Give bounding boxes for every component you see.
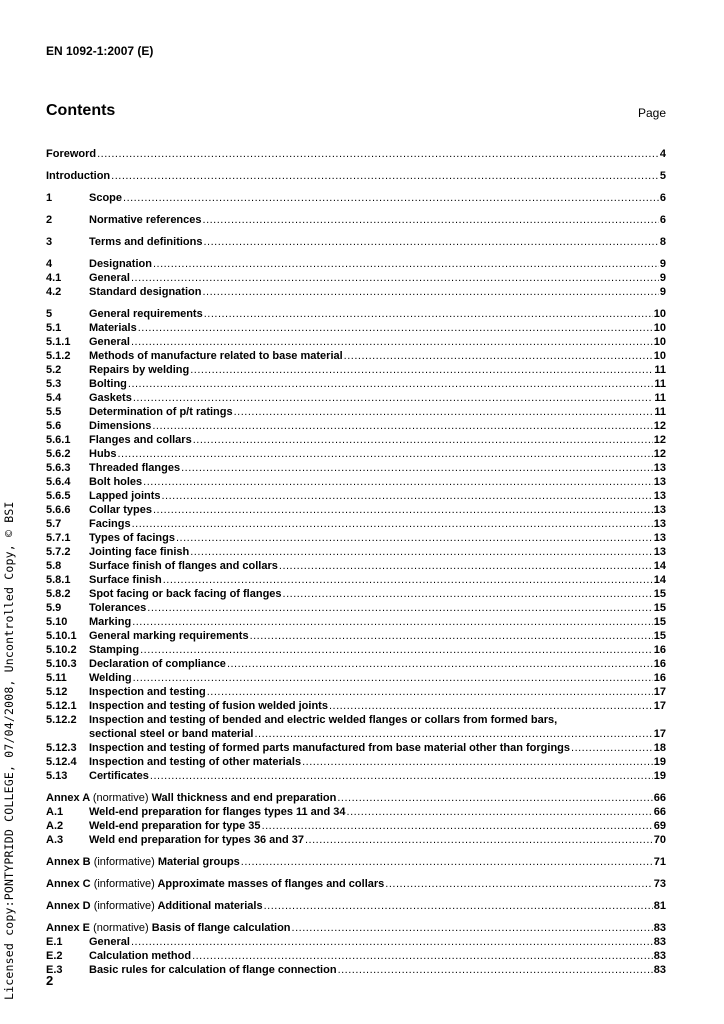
toc-annex-label: Annex A (46, 792, 90, 804)
dot-leader (202, 285, 658, 299)
toc-entry-number: 5.1.1 (46, 336, 71, 348)
toc-entry-title: Additional materials (157, 900, 263, 912)
toc-entry-number: 4.1 (46, 272, 62, 284)
dot-leader (138, 321, 653, 335)
toc-entry[interactable] (46, 169, 666, 183)
toc-annex-entry[interactable] (46, 877, 666, 891)
toc-entry-page: 13 (653, 518, 666, 530)
dot-leader (250, 629, 653, 643)
toc-entry[interactable] (46, 475, 666, 489)
dot-leader (162, 489, 653, 503)
toc-entry-title: Weld-end preparation for flanges types 11 and 34 (89, 806, 346, 818)
toc-entry-number: 5.12 (46, 686, 68, 698)
toc-entry-page: 13 (653, 490, 666, 502)
toc-entry-title: General marking requirements (89, 630, 249, 642)
toc-entry-title: Standard designation (89, 286, 202, 298)
toc-entry-title: Spot facing or back facing of flanges (89, 588, 282, 600)
toc-entry-number: 5.8.1 (46, 574, 71, 586)
toc-entry[interactable] (46, 391, 666, 405)
toc-entry-number: 5.10.2 (46, 644, 77, 656)
dot-leader (385, 877, 652, 891)
toc-entry-page: 13 (653, 504, 666, 516)
toc-entry-number: 5.6.2 (46, 448, 71, 460)
toc-entry-page: 83 (653, 936, 666, 948)
toc-annex-title (46, 855, 240, 869)
toc-entry-title: Methods of manufacture related to base material (89, 350, 343, 362)
toc-entry-title: Terms and definitions (89, 236, 203, 248)
toc-entry-number: A.1 (46, 806, 64, 818)
toc-entry-number: 5.6.5 (46, 490, 71, 502)
toc-entry-page: 12 (653, 434, 666, 446)
toc-entry-page: 9 (659, 258, 666, 270)
toc-entry-title: General requirements (89, 308, 203, 320)
dot-leader (193, 433, 653, 447)
toc-entry[interactable] (46, 949, 666, 963)
toc-entry-number: 5.8.2 (46, 588, 71, 600)
toc-entry[interactable] (46, 573, 666, 587)
toc-entry[interactable] (46, 601, 666, 615)
toc-entry-number: 5 (46, 308, 53, 320)
toc-entry[interactable] (46, 191, 666, 205)
toc-entry-title: Inspection and testing of bended and electric welded flanges or collars from formed bars, (89, 714, 558, 726)
toc-entry-title: Hubs (89, 448, 117, 460)
toc-entry-title: Calculation method (89, 950, 192, 962)
toc-entry-page: 16 (653, 672, 666, 684)
toc-entry[interactable] (46, 685, 666, 699)
toc-entry-page: 13 (653, 546, 666, 558)
toc-entry[interactable] (46, 419, 666, 433)
toc-entry-title: General (89, 936, 130, 948)
toc-entry-page: 18 (653, 742, 666, 754)
toc-entry[interactable] (46, 433, 666, 447)
toc-entry-title: Material groups (157, 856, 240, 868)
toc-entry-title: Gaskets (89, 392, 132, 404)
toc-entry-page: 6 (659, 192, 666, 204)
toc-entry-number: 5.6 (46, 420, 62, 432)
toc-entry-page: 10 (653, 336, 666, 348)
dot-leader (207, 685, 653, 699)
toc-entry[interactable] (46, 213, 666, 227)
toc-entry-page: 11 (654, 378, 666, 390)
dot-leader (283, 587, 653, 601)
toc-entry-title-continued: sectional steel or band material (89, 728, 254, 740)
toc-annex-title (46, 899, 263, 913)
dot-leader (227, 657, 653, 671)
toc-entry-title: Types of facings (89, 532, 175, 544)
toc-annex-entry[interactable] (46, 899, 666, 913)
toc-entry-number: 5.12.1 (46, 700, 77, 712)
toc-entry-page: 11 (654, 406, 666, 418)
toc-entry-title: Stamping (89, 644, 140, 656)
toc-entry[interactable] (46, 531, 666, 545)
toc-entry[interactable] (46, 629, 666, 643)
toc-entry[interactable] (46, 819, 666, 833)
toc-entry-page: 17 (653, 728, 666, 740)
toc-annex-title (46, 877, 384, 891)
toc-annex-title (46, 791, 336, 805)
toc-entry-page: 83 (653, 964, 666, 976)
toc-entry-page: 16 (653, 644, 666, 656)
toc-annex-label: Annex B (46, 856, 91, 868)
toc-entry-title: Jointing face finish (89, 546, 190, 558)
toc-entry[interactable] (46, 447, 666, 461)
toc-entry-title: Weld end preparation for types 36 and 37 (89, 834, 304, 846)
dot-leader (338, 963, 653, 977)
toc-entry[interactable] (46, 461, 666, 475)
toc-annex-note: (normative) (93, 922, 149, 934)
dot-leader (262, 819, 653, 833)
toc-entry-number: 5.2 (46, 364, 62, 376)
toc-entry-number: 5.1 (46, 322, 62, 334)
toc-entry-page: 16 (653, 658, 666, 670)
toc-entry-title: General (89, 272, 130, 284)
toc-entry-page: 5 (659, 170, 666, 182)
toc-entry-page: 15 (653, 602, 666, 614)
toc-entry-page: 6 (659, 214, 666, 226)
toc-entry[interactable] (46, 643, 666, 657)
toc-entry-page: 13 (653, 476, 666, 488)
toc-entry-title: Foreword (46, 148, 97, 160)
toc-entry-page: 13 (653, 532, 666, 544)
toc-entry-page: 15 (653, 588, 666, 600)
toc-entry-page: 15 (653, 630, 666, 642)
dot-leader (176, 531, 653, 545)
dot-leader (163, 573, 653, 587)
table-of-contents (46, 147, 666, 977)
toc-entry-number: 5.10 (46, 616, 68, 628)
toc-entry-title: Bolting (89, 378, 127, 390)
toc-entry[interactable] (46, 307, 666, 321)
dot-leader (152, 419, 652, 433)
toc-entry[interactable] (46, 321, 666, 335)
toc-entry-number: 5.3 (46, 378, 62, 390)
dot-leader (264, 899, 653, 913)
toc-entry[interactable] (46, 671, 666, 685)
toc-entry-page: 11 (654, 364, 666, 376)
toc-annex-entry[interactable] (46, 921, 666, 935)
dot-leader (131, 335, 653, 349)
dot-leader (131, 935, 653, 949)
toc-entry-number: 5.6.4 (46, 476, 71, 488)
toc-entry-page: 69 (653, 820, 666, 832)
toc-entry[interactable] (46, 755, 666, 769)
toc-entry-title: Inspection and testing of other materials (89, 756, 302, 768)
toc-entry-number: 5.8 (46, 560, 62, 572)
toc-entry-title: Approximate masses of flanges and collars (157, 878, 385, 890)
toc-entry-number: A.2 (46, 820, 64, 832)
toc-entry-number: 5.7.2 (46, 546, 71, 558)
toc-entry-title: Determination of p/t ratings (89, 406, 233, 418)
dot-leader (153, 503, 653, 517)
toc-entry-page: 4 (659, 148, 666, 160)
toc-entry-number: 1 (46, 192, 53, 204)
contents-heading: Contents (46, 102, 116, 119)
dot-leader (292, 921, 653, 935)
dot-leader (347, 805, 653, 819)
toc-entry-title: Flanges and collars (89, 434, 192, 446)
toc-entry-title: Declaration of compliance (89, 658, 226, 670)
toc-entry-number: 5.7 (46, 518, 62, 530)
toc-entry[interactable] (46, 147, 666, 161)
toc-entry[interactable] (46, 615, 666, 629)
toc-entry-title: Inspection and testing (89, 686, 206, 698)
toc-annex-note: (informative) (93, 900, 155, 912)
toc-entry-page: 83 (653, 950, 666, 962)
toc-entry-title: Normative references (89, 214, 202, 226)
toc-entry-continuation[interactable] (46, 727, 666, 741)
toc-entry-page: 71 (653, 856, 666, 868)
toc-entry-title: Materials (89, 322, 137, 334)
toc-entry-page: 15 (653, 616, 666, 628)
toc-entry[interactable] (46, 699, 666, 713)
toc-entry-title: Designation (89, 258, 152, 270)
toc-entry-page: 19 (653, 770, 666, 782)
toc-entry-page: 12 (653, 448, 666, 460)
toc-entry[interactable] (46, 805, 666, 819)
toc-entry[interactable] (46, 713, 666, 727)
toc-entry[interactable] (46, 559, 666, 573)
toc-entry-title: Introduction (46, 170, 111, 182)
toc-entry[interactable] (46, 741, 666, 755)
toc-entry-title: Facings (89, 518, 131, 530)
toc-entry[interactable] (46, 285, 666, 299)
toc-annex-label: Annex E (46, 922, 91, 934)
toc-annex-label: Annex C (46, 878, 91, 890)
dot-leader (133, 671, 653, 685)
toc-entry[interactable] (46, 545, 666, 559)
toc-entry-number: 5.7.1 (46, 532, 71, 544)
toc-entry-number: E.1 (46, 936, 63, 948)
toc-entry-page: 73 (653, 878, 666, 890)
toc-entry[interactable] (46, 517, 666, 531)
toc-entry[interactable] (46, 963, 666, 977)
dot-leader (192, 949, 653, 963)
dot-leader (234, 405, 654, 419)
toc-entry-title: Dimensions (89, 420, 152, 432)
toc-annex-note: (informative) (93, 878, 155, 890)
toc-entry-number: 3 (46, 236, 53, 248)
dot-leader (337, 791, 652, 805)
toc-entry[interactable] (46, 271, 666, 285)
toc-entry-page: 9 (659, 272, 666, 284)
toc-entry-page: 11 (654, 392, 666, 404)
toc-entry-number: 5.10.3 (46, 658, 77, 670)
toc-entry[interactable] (46, 503, 666, 517)
toc-entry-number: 5.6.3 (46, 462, 71, 474)
toc-entry-page: 10 (653, 308, 666, 320)
dot-leader (203, 235, 658, 249)
toc-entry[interactable] (46, 363, 666, 377)
toc-entry-title: Inspection and testing of formed parts manufactured from base material other than forgings (89, 742, 571, 754)
toc-entry-page: 70 (653, 834, 666, 846)
toc-entry-title: Inspection and testing of fusion welded joints (89, 700, 328, 712)
dot-leader (305, 833, 653, 847)
dot-leader (254, 727, 652, 741)
toc-entry-page: 83 (653, 922, 666, 934)
toc-entry-title: Basis of flange calculation (151, 922, 291, 934)
dot-leader (329, 699, 653, 713)
dot-leader (118, 447, 653, 461)
dot-leader (97, 147, 659, 161)
toc-entry-page: 66 (653, 792, 666, 804)
toc-entry[interactable] (46, 657, 666, 671)
toc-entry-number: E.2 (46, 950, 63, 962)
dot-leader (279, 559, 653, 573)
dot-leader (140, 643, 653, 657)
toc-entry-title: Scope (89, 192, 123, 204)
toc-entry[interactable] (46, 489, 666, 503)
dot-leader (190, 545, 653, 559)
page-column-label: Page (637, 106, 666, 120)
dot-leader (147, 601, 652, 615)
toc-entry-title: General (89, 336, 130, 348)
toc-entry[interactable] (46, 587, 666, 601)
dot-leader (150, 769, 653, 783)
toc-entry-page: 10 (653, 322, 666, 334)
toc-entry-title: Wall thickness and end preparation (151, 792, 337, 804)
toc-entry-page: 8 (659, 236, 666, 248)
toc-entry-page: 19 (653, 756, 666, 768)
dot-leader (123, 191, 659, 205)
toc-annex-note: (normative) (92, 792, 149, 804)
toc-entry-title: Certificates (89, 770, 149, 782)
toc-entry[interactable] (46, 335, 666, 349)
dot-leader (153, 257, 659, 271)
toc-entry-number: 5.5 (46, 406, 62, 418)
dot-leader (181, 461, 653, 475)
toc-entry-title: Tolerances (89, 602, 147, 614)
toc-entry-page: 81 (653, 900, 666, 912)
toc-entry-title: Lapped joints (89, 490, 161, 502)
dot-leader (204, 307, 653, 321)
dot-leader (344, 349, 653, 363)
document-id: EN 1092-1:2007 (E) (46, 44, 154, 58)
toc-entry[interactable] (46, 235, 666, 249)
toc-entry-title: Welding (89, 672, 132, 684)
toc-annex-entry[interactable] (46, 791, 666, 805)
toc-entry-title: Surface finish (89, 574, 162, 586)
toc-entry-number: A.3 (46, 834, 64, 846)
toc-annex-note: (informative) (93, 856, 155, 868)
toc-entry-number: 5.6.1 (46, 434, 71, 446)
toc-entry-page: 14 (653, 560, 666, 572)
toc-entry-number: 4 (46, 258, 53, 270)
toc-entry[interactable] (46, 833, 666, 847)
toc-annex-label: Annex D (46, 900, 91, 912)
dot-leader (241, 855, 653, 869)
toc-entry-number: E.3 (46, 964, 63, 976)
toc-entry-title: Repairs by welding (89, 364, 190, 376)
toc-annex-entry[interactable] (46, 855, 666, 869)
toc-entry-page: 9 (659, 286, 666, 298)
toc-entry-title: Surface finish of flanges and collars (89, 560, 278, 572)
dot-leader (111, 169, 659, 183)
dot-leader (131, 271, 659, 285)
dot-leader (132, 517, 653, 531)
toc-entry-title: Basic rules for calculation of flange connection (89, 964, 337, 976)
toc-entry-page: 17 (653, 700, 666, 712)
toc-annex-title (46, 921, 291, 935)
dot-leader (133, 391, 654, 405)
toc-entry[interactable] (46, 257, 666, 271)
toc-entry-number: 5.12.4 (46, 756, 77, 768)
dot-leader (143, 475, 653, 489)
toc-entry-title: Collar types (89, 504, 152, 516)
license-watermark: Licensed copy:PONTYPRIDD COLLEGE, 07/04/2008, Uncontrolled Copy, © BSI (2, 501, 16, 1000)
toc-entry-number: 5.6.6 (46, 504, 71, 516)
toc-entry-title: Threaded flanges (89, 462, 181, 474)
toc-entry-page: 12 (653, 420, 666, 432)
toc-entry-page: 14 (653, 574, 666, 586)
dot-leader (203, 213, 659, 227)
toc-entry-number: 5.12.3 (46, 742, 77, 754)
toc-entry-number: 2 (46, 214, 53, 226)
toc-entry[interactable] (46, 935, 666, 949)
dot-leader (190, 363, 653, 377)
toc-entry[interactable] (46, 405, 666, 419)
toc-entry[interactable] (46, 377, 666, 391)
toc-entry[interactable] (46, 769, 666, 783)
toc-entry-title: Weld-end preparation for type 35 (89, 820, 261, 832)
dot-leader (302, 755, 653, 769)
toc-entry-page: 66 (653, 806, 666, 818)
dot-leader (571, 741, 653, 755)
toc-entry-number: 5.1.2 (46, 350, 71, 362)
page-number: 2 (46, 973, 54, 988)
dot-leader (132, 615, 653, 629)
toc-entry-number: 5.11 (46, 672, 67, 684)
toc-entry-page: 10 (653, 350, 666, 362)
toc-entry-page: 17 (653, 686, 666, 698)
toc-entry-page: 13 (653, 462, 666, 474)
toc-entry-number: 5.13 (46, 770, 68, 782)
toc-entry-number: 4.2 (46, 286, 62, 298)
toc-entry-title: Marking (89, 616, 132, 628)
toc-entry-number: 5.4 (46, 392, 62, 404)
dot-leader (128, 377, 653, 391)
toc-entry[interactable] (46, 349, 666, 363)
toc-entry-number: 5.12.2 (46, 714, 77, 726)
toc-entry-title: Bolt holes (89, 476, 143, 488)
toc-entry-number: 5.9 (46, 602, 62, 614)
toc-entry-number: 5.10.1 (46, 630, 77, 642)
